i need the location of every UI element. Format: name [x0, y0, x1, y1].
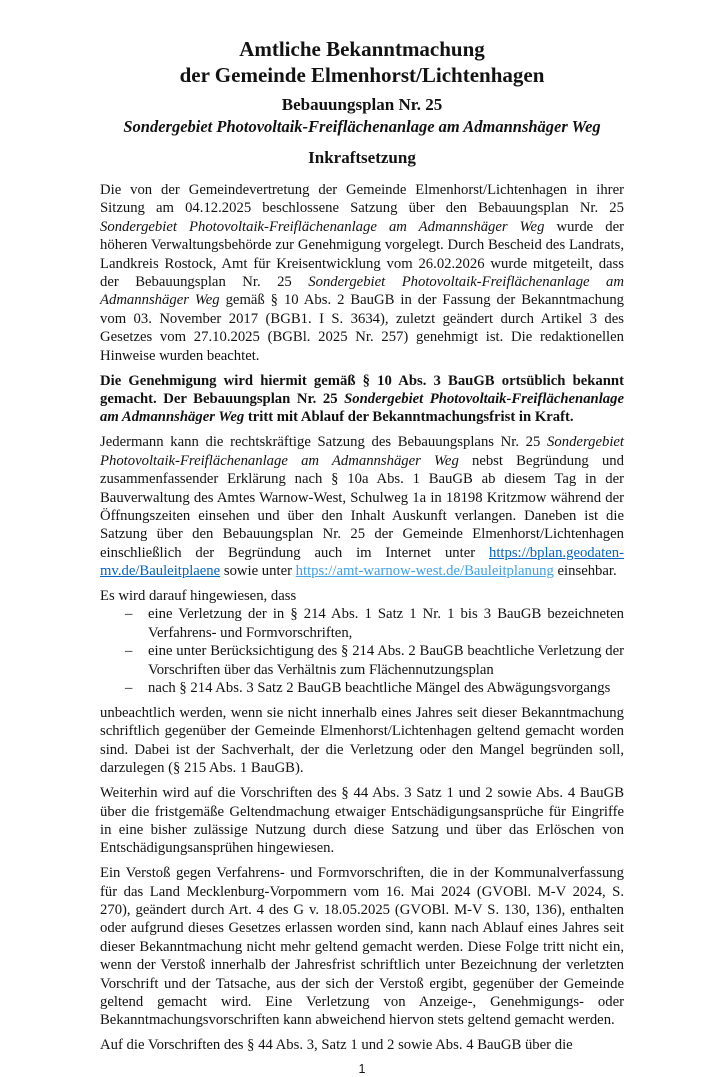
paragraph-final: Auf die Vorschriften des § 44 Abs. 3, Satz 1 und 2 sowie Abs. 4 BauGB über die — [100, 1037, 573, 1054]
link-geodaten-mv[interactable]: https://bplan.geodaten-mv.de/Bauleitplaene — [100, 544, 624, 580]
list-item — [125, 605, 624, 642]
text-run: Jedermann kann die rechtskräftige Satzung des Bebauungsplans Nr. 25 — [100, 434, 548, 451]
page-title-line2: der Gemeinde Elmenhorst/Lichtenhagen — [179, 63, 545, 87]
paragraph-inspection — [100, 433, 624, 580]
dash-bullet: – — [125, 606, 133, 623]
text-run: nebst Begründung und zusammenfassender Erklärung nach § 10a Abs. 1 BauGB ab diesem Tag in der Bauverwaltung des Amtes Warnow-West, Schulweg 1a in 18198 Kritzmow während der Öffnungszeiten einsehen und über den Inhalt Auskunft verlangen. Daneben ist die Satzung über den Bebauungsplan Nr. 25 der Gemeinde Elmenhorst/Lichtenhagen einschließlich der Begründung auch im Internet unter — [100, 452, 624, 561]
plan-number-heading: Bebauungsplan Nr. 25 — [281, 95, 443, 114]
paragraph-verstoss: Ein Verstoß gegen Verfahrens- und Formvorschriften, die in der Kommunalverfassung für das Land Mecklenburg-Vorpommern vom 16. Mai 2024 (GVOBl. M-V 2024, S. 270), geändert durch Art. 4 des G v. 18.05.2025 (GVOBl. M-V S. 130, 136), enthalten oder aufgrund dieses Gesetzes erlassen worden sind, kann nach Ablauf eines Jahres seit dieser Bekanntmachung nicht mehr geltend gemacht werden. Diese Folge tritt nicht ein, wenn der Verstoß innerhalb der Jahresfrist schriftlich unter Bezeichnung der verletzten Vorschrift und der Tatsache, aus der sich der Verstoß ergibt, gegenüber der Gemeinde geltend gemacht wird. Eine Verletzung von Anzeige-, Genehmigungs- oder Bekanntmachungsvorschriften kann abweichend hiervon stets geltend gemacht werden. — [100, 865, 624, 1029]
section-heading-inkraftsetzung: Inkraftsetzung — [308, 148, 416, 167]
plan-name-italic: Sondergebiet Photovoltaik-Freiflächenanlage am Admannshäger Weg — [100, 434, 624, 469]
document-content — [100, 36, 624, 1077]
link-amt-warnow-west[interactable]: https://amt-warnow-west.de/Bauleitplanung — [295, 563, 554, 580]
list-item-text: eine Verletzung der in § 214 Abs. 1 Satz 1 Nr. 1 bis 3 BauGB bezeichneten Verfahrens- und Formvorschriften, — [148, 606, 624, 641]
page-title-line1: Amtliche Bekanntmachung — [239, 37, 485, 61]
text-run: tritt mit Ablauf der Bekanntmachungsfrist in Kraft. — [244, 409, 574, 426]
plan-name-italic: Sondergebiet Photovoltaik-Freiflächenanlage am Admannshäger Weg — [100, 390, 624, 426]
list-item-text: eine unter Berücksichtigung des § 214 Abs. 2 BauGB beachtliche Verletzung der Vorschriften über das Verhältnis zum Flächennutzungsplan — [148, 643, 624, 678]
list-item — [125, 642, 624, 679]
notice-list — [100, 605, 624, 697]
plan-name-italic: Sondergebiet Photovoltaik-Freiflächenanlage am Admannshäger Weg — [100, 274, 625, 309]
list-item-text: nach § 214 Abs. 3 Satz 2 BauGB beachtliche Mängel des Abwägungsvorgangs — [148, 680, 611, 697]
text-run: sowie unter — [220, 563, 296, 580]
paragraph-approval — [100, 181, 624, 365]
page-number: 1 — [358, 1062, 366, 1077]
text-run: einsehbar. — [553, 563, 617, 580]
paragraph-effective-notice — [100, 372, 624, 427]
paragraph-notice-intro: Es wird darauf hingewiesen, dass — [100, 588, 297, 605]
paragraph-disregard: unbeachtlich werden, wenn sie nicht innerhalb eines Jahres seit dieser Bekanntmachung schriftlich gegenüber der Gemeinde Elmenhorst/Lichtenhagen geltend gemacht worden sind. Dabei ist der Sachverhalt, der die Verletzung oder den Mangel begründen soll, darzulegen (§ 215 Abs. 1 BauGB). — [100, 704, 624, 777]
plan-name-italic: Sondergebiet Photovoltaik-Freiflächenanlage am Admannshäger Weg — [100, 218, 545, 235]
text-run: Die Genehmigung wird hiermit gemäß § 10 Abs. 3 BauGB ortsüblich bekannt gemacht. Der Bebauungsplan Nr. 25 — [100, 372, 624, 407]
plan-name-heading: Sondergebiet Photovoltaik-Freiflächenanlage am Admannshäger Weg — [123, 117, 601, 136]
text-run: wurde der höheren Verwaltungsbehörde zur Genehmigung vorgelegt. Durch Bescheid des Landrats, Landkreis Rostock, Amt für Kreisentwicklung vom 26.02.2026 wurde mitgeteilt, dass der Bebauungsplan Nr. 25 — [100, 218, 624, 291]
list-item — [125, 679, 624, 697]
dash-bullet: – — [125, 643, 133, 660]
dash-bullet: – — [125, 680, 133, 697]
text-run: gemäß § 10 Abs. 2 BauGB in der Fassung der Bekanntmachung vom 03. November 2017 (BGB1. I S. 3634), zuletzt geändert durch Artikel 3 des Gesetzes vom 27.10.2025 (BGBl. 2025 Nr. 257) genehmigt ist. Die redaktionellen Hinweise wurden beachtet. — [100, 292, 625, 364]
text-run: Die von der Gemeindevertretung der Gemeinde Elmenhorst/Lichtenhagen in ihrer Sitzung am 04.12.2025 beschlossene Satzung über den Bebauungsplan Nr. 25 — [100, 182, 624, 217]
paragraph-weiterhin: Weiterhin wird auf die Vorschriften des § 44 Abs. 3 Satz 1 und 2 sowie Abs. 4 BauGB über die fristgemäße Geltendmachung etwaiger Entschädigungsansprüche für Eingriffe in eine bisher zulässige Nutzung durch diese Satzung und über das Erlöschen von Entschädigungsansprühen hingewiesen. — [100, 785, 624, 857]
